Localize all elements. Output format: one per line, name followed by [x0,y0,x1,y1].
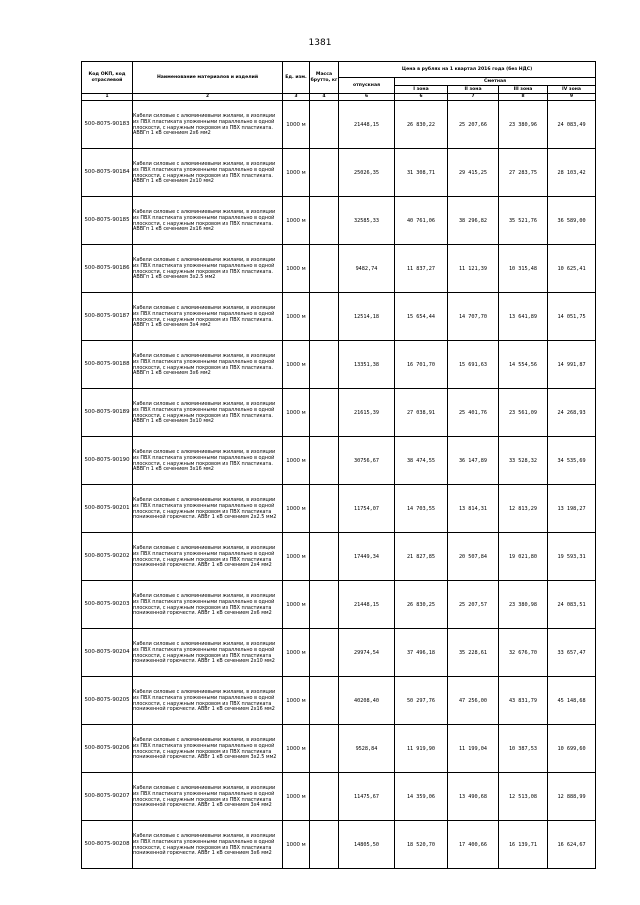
price-zone-4: 16 624,67 [548,821,596,869]
price-zone-4: 12 888,99 [548,773,596,821]
price-zone-1: 15 654,44 [395,293,448,341]
price-zone-2: 25 401,76 [448,389,499,437]
product-name: Кабели силовые с алюминиевыми жилами, в изоляции из ПВХ пластиката уложенными параллельно в одной плоскости, с наружным покровом из ПВХ пластиката пониженной горючести. АВВг 1 кВ сечением 2х4 мм2 [133,533,283,581]
table-row [82,245,596,293]
price-table [81,61,596,869]
header-otpusk: отпускная [339,78,395,94]
price-zone-2: 36 147,89 [448,437,499,485]
product-code: 500-8075-90207 [82,773,133,821]
price-zone-3: 27 283,75 [499,149,548,197]
product-code: 500-8075-90205 [82,677,133,725]
header-code: Код ОКП, код отраслевой [82,62,133,94]
price-zone-3: 16 139,71 [499,821,548,869]
product-name: Кабели силовые с алюминиевыми жилами, в изоляции из ПВХ пластиката уложенными параллельно в одной плоскости, с наружным покровом из ПВХ пластиката пониженной горючести. АВВг 1 кВ сечением 3х6 мм2 [133,821,283,869]
table-row [82,437,596,485]
product-code: 500-8075-90208 [82,821,133,869]
gross-mass [310,773,339,821]
product-code: 500-8075-90189 [82,389,133,437]
product-name: Кабели силовые с алюминиевыми жилами, в изоляции из ПВХ пластиката уложенными параллельно в одной плоскости, с наружным покровом из ПВХ пластиката пониженной горючести. АВВг 1 кВ сечением 2х10 мм2 [133,629,283,677]
table-row [82,821,596,869]
price-zone-2: 13 490,68 [448,773,499,821]
table-body [82,101,596,869]
price-otpusk: 21448,15 [339,581,395,629]
price-zone-3: 33 528,32 [499,437,548,485]
price-zone-4: 28 103,42 [548,149,596,197]
price-otpusk: 29974,54 [339,629,395,677]
price-zone-3: 14 554,56 [499,341,548,389]
price-zone-4: 19 593,31 [548,533,596,581]
header-smetnaya: Сметная [395,78,596,86]
price-zone-2: 11 199,04 [448,725,499,773]
unit-of-measure: 1000 м [283,437,310,485]
table-row [82,581,596,629]
column-index: 6 [339,94,395,101]
unit-of-measure: 1000 м [283,245,310,293]
table-row [82,341,596,389]
table-row [82,629,596,677]
unit-of-measure: 1000 м [283,197,310,245]
price-zone-3: 32 676,70 [499,629,548,677]
product-name: Кабели силовые с алюминиевыми жилами, в изоляции из ПВХ пластиката уложенными параллельно в одной плоскости, с наружным покровом из ПВХ пластиката пониженной горючести. АВВг 1 кВ сечением 2х16 мм2 [133,677,283,725]
product-name: Кабели силовые с алюминиевыми жилами, в изоляции из ПВХ пластиката уложенными параллельно в одной плоскости, с наружным покровом из ПВХ пластиката пониженной горючести. АВВг 1 кВ сечением 2х2.5 мм2 [133,485,283,533]
table-row [82,485,596,533]
price-zone-2: 13 814,31 [448,485,499,533]
price-otpusk: 21448,15 [339,101,395,149]
price-zone-1: 26 830,22 [395,101,448,149]
price-zone-3: 23 380,98 [499,581,548,629]
price-zone-4: 24 268,93 [548,389,596,437]
product-code: 500-8075-90187 [82,293,133,341]
header-zone-4: IV зона [548,86,596,94]
column-index: 9 [548,94,596,101]
price-zone-3: 10 387,53 [499,725,548,773]
page-number: 1381 [308,38,332,48]
gross-mass [310,293,339,341]
price-zone-2: 25 207,57 [448,581,499,629]
price-zone-1: 31 308,71 [395,149,448,197]
column-index: 8 [499,94,548,101]
price-zone-3: 19 021,80 [499,533,548,581]
unit-of-measure: 1000 м [283,677,310,725]
gross-mass [310,389,339,437]
price-zone-1: 26 830,25 [395,581,448,629]
product-name: Кабели силовые с алюминиевыми жилами, в изоляции из ПВХ пластиката уложенными параллельно в одной плоскости, с наружным покровом из ПВХ пластиката. АВВГп 1 кВ сечением 3х2.5 мм2 [133,245,283,293]
table-row [82,197,596,245]
gross-mass [310,581,339,629]
price-zone-4: 24 083,51 [548,581,596,629]
header-price-title: Цена в рублях на 1 квартал 2016 года (без НДС) [339,62,596,78]
product-code: 500-8075-90185 [82,197,133,245]
price-otpusk: 14805,50 [339,821,395,869]
product-name: Кабели силовые с алюминиевыми жилами, в изоляции из ПВХ пластиката уложенными параллельно в одной плоскости, с наружным покровом из ПВХ пластиката пониженной горючести. АВВг 1 кВ сечением 3х4 мм2 [133,773,283,821]
price-zone-1: 27 038,91 [395,389,448,437]
price-zone-2: 14 707,70 [448,293,499,341]
gross-mass [310,341,339,389]
price-zone-4: 10 625,41 [548,245,596,293]
unit-of-measure: 1000 м [283,293,310,341]
price-zone-3: 43 831,79 [499,677,548,725]
price-otpusk: 32585,33 [339,197,395,245]
price-zone-3: 13 641,89 [499,293,548,341]
price-otpusk: 9528,84 [339,725,395,773]
table-row [82,389,596,437]
price-otpusk: 17449,34 [339,533,395,581]
product-name: Кабели силовые с алюминиевыми жилами, в изоляции из ПВХ пластиката уложенными параллельно в одной плоскости, с наружным покровом из ПВХ пластиката. АВВГп 1 кВ сечением 3х10 мм2 [133,389,283,437]
column-index: 3 [283,94,310,101]
unit-of-measure: 1000 м [283,581,310,629]
price-zone-3: 23 380,96 [499,101,548,149]
unit-of-measure: 1000 м [283,821,310,869]
price-otpusk: 25026,35 [339,149,395,197]
gross-mass [310,533,339,581]
price-zone-4: 10 699,60 [548,725,596,773]
price-otpusk: 21615,39 [339,389,395,437]
product-name: Кабели силовые с алюминиевыми жилами, в изоляции из ПВХ пластиката уложенными параллельно в одной плоскости, с наружным покровом из ПВХ пластиката. АВВГп 1 кВ сечением 3х4 мм2 [133,293,283,341]
table-row [82,677,596,725]
price-zone-1: 38 474,55 [395,437,448,485]
price-zone-1: 16 701,70 [395,341,448,389]
header-unit: Ед. изм. [283,62,310,94]
price-otpusk: 11475,67 [339,773,395,821]
price-zone-1: 14 703,55 [395,485,448,533]
product-name: Кабели силовые с алюминиевыми жилами, в изоляции из ПВХ пластиката уложенными параллельно в одной плоскости, с наружным покровом из ПВХ пластиката пониженной горючести. АВВг 1 кВ сечением 3х2.5 мм2 [133,725,283,773]
product-code: 500-8075-90201 [82,485,133,533]
price-zone-1: 50 297,76 [395,677,448,725]
price-zone-1: 21 827,85 [395,533,448,581]
price-zone-2: 17 400,66 [448,821,499,869]
product-code: 500-8075-90183 [82,101,133,149]
price-zone-3: 23 561,09 [499,389,548,437]
unit-of-measure: 1000 м [283,485,310,533]
price-zone-4: 14 991,87 [548,341,596,389]
gross-mass [310,101,339,149]
product-name: Кабели силовые с алюминиевыми жилами, в изоляции из ПВХ пластиката уложенными параллельно в одной плоскости, с наружным покровом из ПВХ пластиката. АВВГп 1 кВ сечением 3х16 мм2 [133,437,283,485]
gross-mass [310,245,339,293]
price-zone-1: 14 359,06 [395,773,448,821]
price-otpusk: 12514,18 [339,293,395,341]
price-zone-1: 37 496,18 [395,629,448,677]
product-code: 500-8075-90186 [82,245,133,293]
price-zone-4: 24 083,49 [548,101,596,149]
price-zone-3: 35 521,76 [499,197,548,245]
product-code: 500-8075-90206 [82,725,133,773]
unit-of-measure: 1000 м [283,773,310,821]
price-zone-2: 20 507,84 [448,533,499,581]
product-name: Кабели силовые с алюминиевыми жилами, в изоляции из ПВХ пластиката уложенными параллельно в одной плоскости, с наружным покровом из ПВХ пластиката. АВВГп 1 кВ сечением 2х10 мм2 [133,149,283,197]
price-zone-4: 36 589,00 [548,197,596,245]
price-otpusk: 13351,38 [339,341,395,389]
unit-of-measure: 1000 м [283,629,310,677]
column-index: 7 [448,94,499,101]
unit-of-measure: 1000 м [283,341,310,389]
column-index-row [82,94,596,101]
price-zone-4: 34 535,69 [548,437,596,485]
gross-mass [310,725,339,773]
product-code: 500-8075-90204 [82,629,133,677]
column-index: 1 [82,94,133,101]
header-zone-2: II зона [448,86,499,94]
price-zone-1: 18 520,70 [395,821,448,869]
product-name: Кабели силовые с алюминиевыми жилами, в изоляции из ПВХ пластиката уложенными параллельно в одной плоскости, с наружным покровом из ПВХ пластиката. АВВГп 1 кВ сечением 3х6 мм2 [133,341,283,389]
gross-mass [310,149,339,197]
product-code: 500-8075-90188 [82,341,133,389]
price-zone-3: 10 315,48 [499,245,548,293]
price-zone-2: 25 207,66 [448,101,499,149]
product-name: Кабели силовые с алюминиевыми жилами, в изоляции из ПВХ пластиката уложенными параллельно в одной плоскости, с наружным покровом из ПВХ пластиката пониженной горючести. АВВг 1 кВ сечением 2х6 мм2 [133,581,283,629]
table-row [82,293,596,341]
unit-of-measure: 1000 м [283,149,310,197]
price-zone-2: 38 296,82 [448,197,499,245]
header-mass: Масса брутто, кг [310,62,339,94]
header-zone-3: III зона [499,86,548,94]
price-zone-4: 13 198,27 [548,485,596,533]
price-zone-1: 40 761,06 [395,197,448,245]
product-name: Кабели силовые с алюминиевыми жилами, в изоляции из ПВХ пластиката уложенными параллельно в одной плоскости, с наружным покровом из ПВХ пластиката. АВВГп 1 кВ сечением 2х6 мм2 [133,101,283,149]
unit-of-measure: 1000 м [283,533,310,581]
column-index: 2 [133,94,283,101]
table-row [82,101,596,149]
price-zone-2: 35 228,61 [448,629,499,677]
price-zone-2: 15 691,63 [448,341,499,389]
unit-of-measure: 1000 м [283,725,310,773]
gross-mass [310,677,339,725]
product-code: 500-8075-90203 [82,581,133,629]
product-code: 500-8075-90184 [82,149,133,197]
table-row [82,533,596,581]
price-zone-3: 12 513,08 [499,773,548,821]
price-zone-4: 33 657,47 [548,629,596,677]
unit-of-measure: 1000 м [283,389,310,437]
header-name: Наименование материалов и изделий [133,62,283,94]
column-index: 4 [310,94,339,101]
price-zone-1: 11 919,90 [395,725,448,773]
gross-mass [310,197,339,245]
table-header [82,62,596,101]
price-zone-2: 11 121,39 [448,245,499,293]
unit-of-measure: 1000 м [283,101,310,149]
column-index: 6 [395,94,448,101]
price-zone-2: 47 256,00 [448,677,499,725]
table-row [82,725,596,773]
price-zone-3: 12 813,29 [499,485,548,533]
product-name: Кабели силовые с алюминиевыми жилами, в изоляции из ПВХ пластиката уложенными параллельно в одной плоскости, с наружным покровом из ПВХ пластиката. АВВГп 1 кВ сечением 2х16 мм2 [133,197,283,245]
product-code: 500-8075-90190 [82,437,133,485]
price-zone-1: 11 837,27 [395,245,448,293]
gross-mass [310,629,339,677]
price-otpusk: 40208,40 [339,677,395,725]
price-otpusk: 9482,74 [339,245,395,293]
gross-mass [310,485,339,533]
price-zone-4: 45 148,68 [548,677,596,725]
price-zone-2: 29 415,25 [448,149,499,197]
gross-mass [310,437,339,485]
gross-mass [310,821,339,869]
price-otpusk: 11754,07 [339,485,395,533]
table-row [82,773,596,821]
price-zone-4: 14 051,75 [548,293,596,341]
price-otpusk: 30756,67 [339,437,395,485]
table-row [82,149,596,197]
header-zone-1: I зона [395,86,448,94]
product-code: 500-8075-90202 [82,533,133,581]
